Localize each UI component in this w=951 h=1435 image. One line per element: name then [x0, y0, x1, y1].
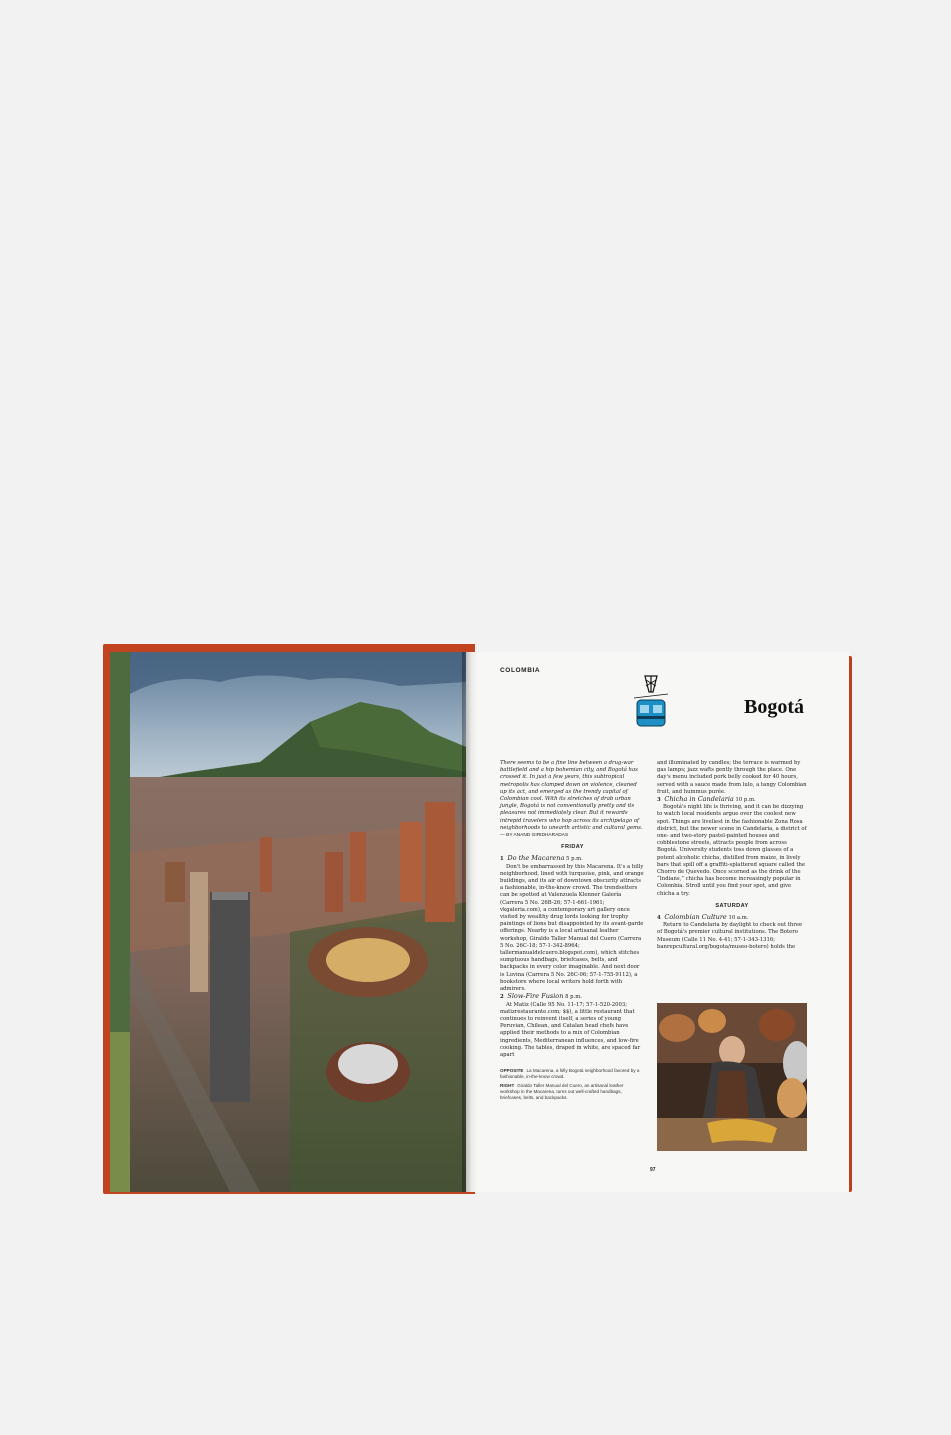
caption-right-text: Giraldo Taller Manual del Cuero, an artisanal leather workshop in the Macarena, turns out well-crafted handbags, briefcases, belts, and backpacks. — [500, 1083, 624, 1100]
page-number: 97 — [650, 1167, 656, 1173]
page-title: Bogotá — [744, 696, 804, 718]
aerial-city-photo — [110, 652, 466, 1192]
item-4-time: 10 a.m. — [728, 915, 749, 922]
caption-right-label: RIGHT — [500, 1083, 515, 1088]
item-1-heading — [500, 855, 645, 863]
section-label: COLOMBIA — [500, 667, 541, 674]
item-4-name: Colombian Culture — [664, 913, 727, 922]
text-column-1 — [500, 760, 645, 1059]
item-4-heading — [657, 914, 807, 922]
item-2-heading — [500, 993, 645, 1001]
item-3-time: 10 p.m. — [735, 797, 756, 804]
item-1-time: 5 p.m. — [566, 856, 583, 863]
day-heading-saturday: SATURDAY — [715, 902, 749, 909]
caption-opposite — [500, 1068, 640, 1080]
leather-workshop-photo — [657, 1003, 807, 1151]
text-column-2 — [657, 760, 807, 951]
item-1-name: Do the Macarena — [507, 854, 565, 863]
caption-opposite-label: OPPOSITE — [500, 1068, 524, 1073]
item-3-body: Bogotá's night life is thriving, and it can be dizzying to watch local residents argue over the coolest new spot. Things are liveliest in the fashionable Zona Rosa district, but the newer scene in Candelaria, a district of one- and two-story pastel-painted houses and cobblestone streets, attracts people from across Bogotá. University students toss down glasses of a potent alcoholic chicha, distilled from maize, in lively bars that spill off a graffiti-splattered square called the Chorro de Quevedo. Once scorned as the drink of the “Indians,” chicha has become increasingly popular in Colombia. Stroll until you find your spot, and give chicha a try. — [657, 804, 807, 897]
column-2-continuation: and illuminated by candles; the terrace is warmed by gas lamps; jazz wafts gently through the place. One day's menu included pork belly cooked for 40 hours, served with a sauce made from lulo, a tangy Colombian fruit, and hummus purée. — [657, 760, 807, 795]
day-heading-friday: FRIDAY — [561, 844, 584, 851]
item-3-number: 3 — [657, 797, 661, 804]
workshop-illustration — [657, 1003, 807, 1151]
item-2-number: 2 — [500, 994, 504, 1001]
cable-car-icon — [632, 674, 670, 732]
item-3-name: Chicha in Candelaria — [664, 795, 734, 804]
intro-paragraph: There seems to be a fine line between a drug-war battlefield and a hip bohemian city, and Bogotá has crossed it. In just a few years, this subtropical metropolis has clamped down on violence, cleaned up its act, and emerged as the trendy capital of Colombian cool. With its stretches of drab urban jungle, Bogotá is not conventionally pretty and its pleasures not immediately clear. But it rewards intrepid travelers who hop across its archipelago of neighborhoods to unearth artistic and cultural gems. — [500, 760, 643, 831]
byline: — BY ANAND GIRIDHARADAS — [500, 833, 569, 839]
item-2-time: 8 p.m. — [565, 994, 582, 1001]
item-4-body: Return to Candelaria by daylight to check out three of Bogotá's premier cultural institutions. The Botero Museum (Calle 11 No. 4-41; 57-1-343-1316; banrepcultural.org/bogota/museo-botero) holds the — [657, 922, 803, 950]
item-3-heading — [657, 796, 807, 804]
caption-opposite-text: La Macarena, a hilly Bogotá neighborhood favored by a fashionable, in-the-know crowd. — [500, 1068, 640, 1079]
captions — [500, 1068, 640, 1104]
item-2-name: Slow-Fire Fusion — [507, 992, 564, 1001]
item-4-number: 4 — [657, 915, 661, 922]
left-page — [110, 652, 466, 1192]
caption-right — [500, 1083, 640, 1101]
item-2-body: At Matiz (Calle 95 No. 11-17; 57-1-520-2003; matizrestaurante.com; $$), a little restaurant that continues to reinvent itself, a series of young Peruvian, Chilean, and Catalan head chefs have applied their methods to a mix of Colombian ingredients, Mediterranean influences, and low-fire cooking. The tables, draped in white, are spaced far apart — [500, 1001, 641, 1058]
item-1-number: 1 — [500, 856, 504, 863]
item-1-body: Don't be embarrassed by this Macarena. It's a hilly neighborhood, lined with turquoise, pink, and orange buildings, and its air of downtown obscurity attracts a fashionable, in-the-know crowd. The trendsetters can be spotted at Valenzuela Klenner Galería (Carrera 5 No. 26B-26; 57-1-661-1961; vkgaleria.com), a contemporary art gallery once visited by wealthy drug lords looking for trophy paintings of lions but disappointed by its avant-garde offerings. Nearby is a local artisanal leather workshop, Giraldo Taller Manual del Cuero (Carrera 5 No. 26C-18; 57-1-342-8964; tallermanualdelcuero.blogspot.com), which stitches sumptuous handbags, briefcases, belts, and backpacks in every color imaginable. And next door is Luvina (Carrera 5 No. 26C-06; 57-1-755-9112), a bookstore where local writers hold forth with admirers. — [500, 863, 644, 993]
right-page — [466, 652, 849, 1192]
book-gutter-shadow — [462, 652, 478, 1192]
